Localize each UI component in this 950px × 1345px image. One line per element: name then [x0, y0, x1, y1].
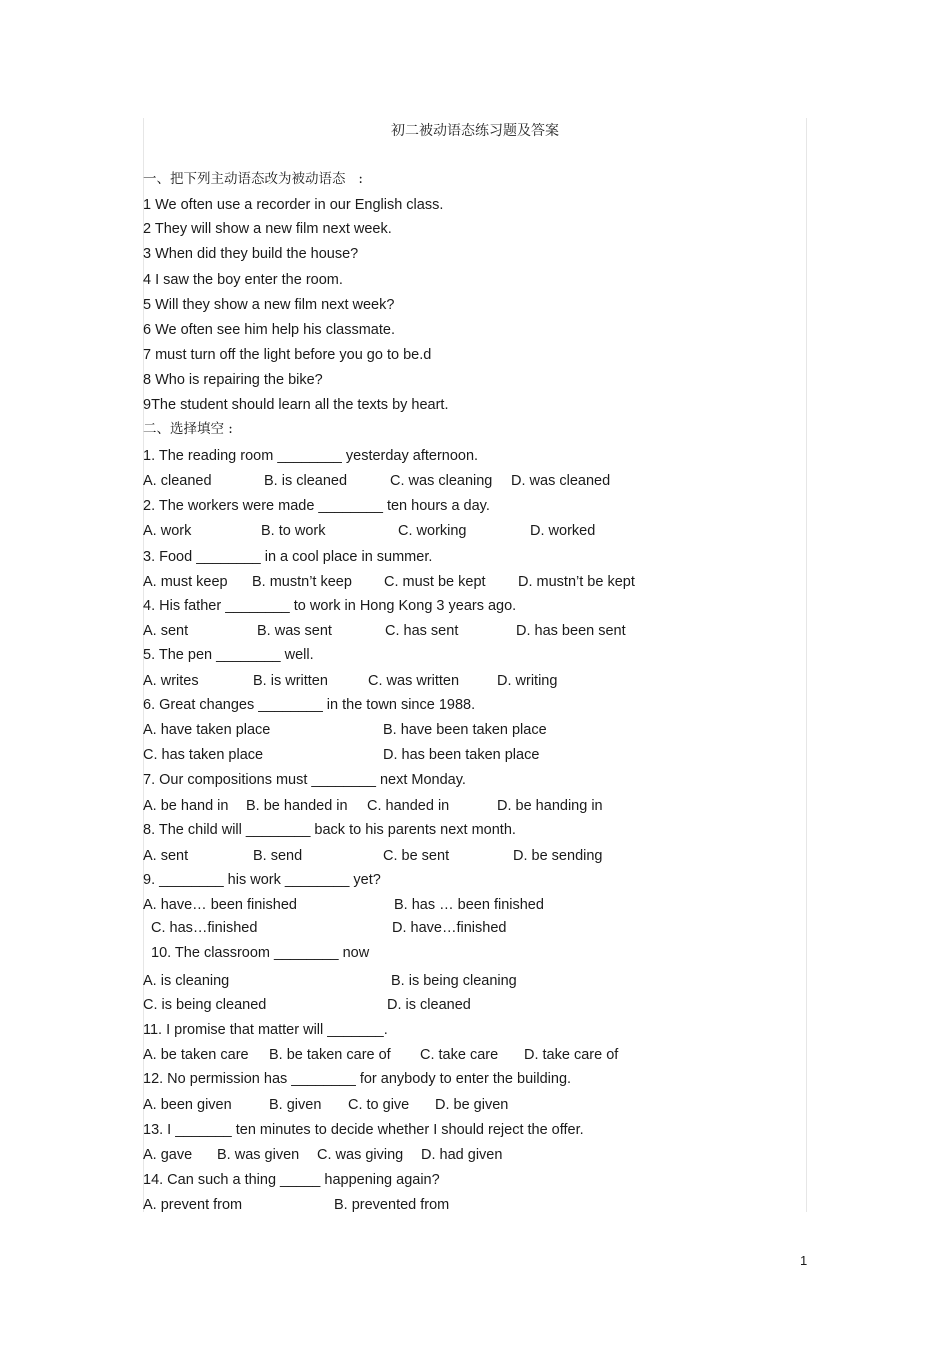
option-c: C. was written: [368, 673, 460, 689]
question-text: 10. The classroom ________ now: [151, 945, 370, 961]
option-a: A. have… been finished: [143, 897, 297, 913]
option-b: B. be taken care of: [269, 1047, 391, 1063]
section1-item: 4 I saw the boy enter the room.: [143, 272, 343, 288]
section2-heading: 二、选择填空 :: [143, 421, 233, 437]
option-d: D. writing: [497, 673, 558, 689]
section1-item: 8 Who is repairing the bike?: [143, 372, 323, 388]
option-c: C. take care: [420, 1047, 499, 1063]
option-a: A. be taken care: [143, 1047, 249, 1063]
option-c: C. working: [398, 523, 467, 539]
option-c: C. has sent: [385, 623, 459, 639]
option-d: D. has been sent: [516, 623, 626, 639]
question-text: 6. Great changes ________ in the town since 1988.: [143, 697, 476, 713]
option-d: D. be sending: [513, 848, 603, 864]
question-text: 12. No permission has ________ for anybody to enter the building.: [143, 1071, 572, 1087]
section1-item: 5 Will they show a new film next week?: [143, 297, 395, 313]
option-a: A. sent: [143, 623, 189, 639]
question-text: 13. I _______ ten minutes to decide whether I should reject the offer.: [143, 1122, 584, 1138]
option-b: B. to work: [261, 523, 326, 539]
option-d: D. be given: [435, 1097, 509, 1113]
question-text: 11. I promise that matter will _______.: [143, 1022, 388, 1038]
option-d: D. had given: [421, 1147, 503, 1163]
option-c: C. was cleaning: [390, 473, 493, 489]
option-c: C. to give: [348, 1097, 410, 1113]
option-b: B. have been taken place: [383, 722, 547, 738]
question-text: 5. The pen ________ well.: [143, 647, 314, 663]
option-c: C. has…finished: [151, 920, 258, 936]
option-a: A. prevent from: [143, 1197, 243, 1213]
section1-heading: 一、把下列主动语态改为被动语态 :: [143, 171, 363, 187]
option-b: B. be handed in: [246, 798, 348, 814]
option-b: B. has … been finished: [394, 897, 544, 913]
option-c: C. be sent: [383, 848, 450, 864]
option-b: B. send: [253, 848, 303, 864]
section1-item: 7 must turn off the light before you go to be.d: [143, 347, 432, 363]
option-a: A. writes: [143, 673, 199, 689]
option-d: D. was cleaned: [511, 473, 611, 489]
question-text: 4. His father ________ to work in Hong Kong 3 years ago.: [143, 598, 517, 614]
option-b: B. is cleaned: [264, 473, 348, 489]
option-a: A. gave: [143, 1147, 193, 1163]
page-rule-right: [806, 118, 807, 1212]
section1-item: 1 We often use a recorder in our English class.: [143, 197, 444, 213]
option-a: A. is cleaning: [143, 973, 230, 989]
question-text: 9. ________ his work ________ yet?: [143, 872, 381, 888]
option-d: D. be handing in: [497, 798, 603, 814]
option-d: D. mustn’t be kept: [518, 574, 635, 590]
option-c: C. was giving: [317, 1147, 404, 1163]
section1-item: 2 They will show a new film next week.: [143, 221, 392, 237]
option-c: C. handed in: [367, 798, 450, 814]
option-d: D. worked: [530, 523, 596, 539]
option-c: C. has taken place: [143, 747, 264, 763]
section1-item: 3 When did they build the house?: [143, 246, 359, 262]
option-b: B. mustn’t keep: [252, 574, 352, 590]
question-text: 8. The child will ________ back to his parents next month.: [143, 822, 516, 838]
option-c: C. is being cleaned: [143, 997, 267, 1013]
question-text: 1. The reading room ________ yesterday afternoon.: [143, 448, 479, 464]
question-text: 14. Can such a thing _____ happening again?: [143, 1172, 440, 1188]
section1-item: 9The student should learn all the texts by heart.: [143, 397, 449, 413]
option-b: B. was sent: [257, 623, 332, 639]
section1-item: 6 We often see him help his classmate.: [143, 322, 395, 338]
page-number: 1: [800, 1253, 808, 1268]
question-text: 3. Food ________ in a cool place in summer.: [143, 549, 433, 565]
option-b: B. prevented from: [334, 1197, 450, 1213]
option-a: A. be hand in: [143, 798, 229, 814]
option-a: A. sent: [143, 848, 189, 864]
option-d: D. is cleaned: [387, 997, 471, 1013]
option-a: A. cleaned: [143, 473, 212, 489]
option-d: D. has been taken place: [383, 747, 540, 763]
option-a: A. work: [143, 523, 192, 539]
option-d: D. have…finished: [392, 920, 507, 936]
option-b: B. given: [269, 1097, 322, 1113]
option-a: A. been given: [143, 1097, 232, 1113]
option-d: D. take care of: [524, 1047, 619, 1063]
question-text: 2. The workers were made ________ ten hours a day.: [143, 498, 490, 514]
option-a: A. must keep: [143, 574, 228, 590]
question-text: 7. Our compositions must ________ next Monday.: [143, 772, 466, 788]
option-b: B. was given: [217, 1147, 300, 1163]
option-c: C. must be kept: [384, 574, 486, 590]
document-title: 初二被动语态练习题及答案: [391, 123, 559, 139]
option-a: A. have taken place: [143, 722, 271, 738]
option-b: B. is written: [253, 673, 328, 689]
option-b: B. is being cleaning: [391, 973, 517, 989]
